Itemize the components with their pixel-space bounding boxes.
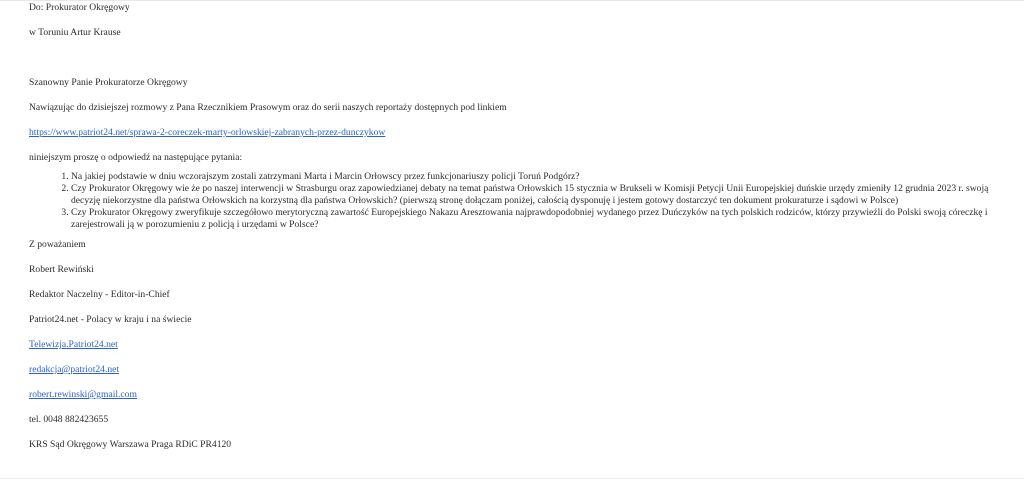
question-item: 2. Czy Prokurator Okręgowy wie że po naszej interwencji w Strasburgu oraz zapowiedzianej debaty na temat państwa Orłowskich 15 stycznia w Brukseli w Komisji Petycji Unii Europejskiej duńskie urzędy zmieniły 12 grudnia 2023 r. swoją decyzję niekorzystne dla państwa Orłowskich na korzystną dla państwa Orłowskich? (pierwszą stronę dołączam poniżej, całością dysponuję i jestem gotowy dostarczyć ten dokument prokuraturze i sądowi w Polsce) bbox=[71, 183, 1019, 207]
closing: Z poważaniem bbox=[29, 239, 86, 250]
salutation: Szanowny Panie Prokuratorze Okręgowy bbox=[29, 77, 188, 88]
letter-body bbox=[29, 2, 1019, 451]
article-link-line bbox=[29, 127, 1019, 139]
editorial-email-link[interactable]: redakcja@patriot24.net bbox=[29, 364, 120, 375]
intro-paragraph: Nawiązując do dzisiejszej rozmowy z Pana Rzecznikiem Prasowym oraz do serii naszych reportaży dostępnych pod linkiem bbox=[29, 102, 507, 113]
recipient-location-line: w Toruniu Artur Krause bbox=[29, 27, 121, 38]
signatory-name: Robert Rewiński bbox=[29, 264, 94, 275]
questions-list bbox=[29, 171, 1019, 231]
krs-line: KRS Sąd Okręgowy Warszawa Praga RDiC PR4120 bbox=[29, 439, 232, 450]
outlet-name: Patriot24.net - Polacy w kraju i na świecie bbox=[29, 314, 192, 325]
top-divider bbox=[0, 0, 1024, 1]
tv-link[interactable]: Telewizja.Patriot24.net bbox=[29, 339, 118, 350]
signatory-title: Redaktor Naczelny - Editor-in-Chief bbox=[29, 289, 170, 300]
question-item: 1. Na jakiej podstawie w dniu wczorajszym zostali zatrzymani Marta i Marcin Orłowscy przez funkcjonariuszy policji Toruń Podgórz? bbox=[71, 171, 1019, 183]
phone-line: tel. 0048 882423655 bbox=[29, 414, 109, 425]
tv-link-line bbox=[29, 339, 1019, 351]
bottom-divider bbox=[0, 478, 1024, 479]
personal-email-line bbox=[29, 389, 1019, 401]
recipient-line: Do: Prokurator Okręgowy bbox=[29, 2, 130, 13]
editorial-email-line bbox=[29, 364, 1019, 376]
article-link[interactable]: https://www.patriot24.net/sprawa-2-coreczek-marty-orlowskiej-zabranych-przez-dunczykow bbox=[29, 127, 386, 138]
request-paragraph: niniejszym proszę o odpowiedź na następujące pytania: bbox=[29, 152, 243, 163]
question-item: 3. Czy Prokurator Okręgowy zweryfikuje szczegółowo merytoryczną zawartość Europejskiego Nakazu Aresztowania najprawdopodobniej wydanego przez Duńczyków na tych polskich rodziców, którzy przywieźli do Polski swoją córeczkę i zarejestrowali ją w porozumieniu z policją i urzędami w Polsce? bbox=[71, 207, 1019, 231]
personal-email-link[interactable]: robert.rewinski@gmail.com bbox=[29, 389, 137, 400]
